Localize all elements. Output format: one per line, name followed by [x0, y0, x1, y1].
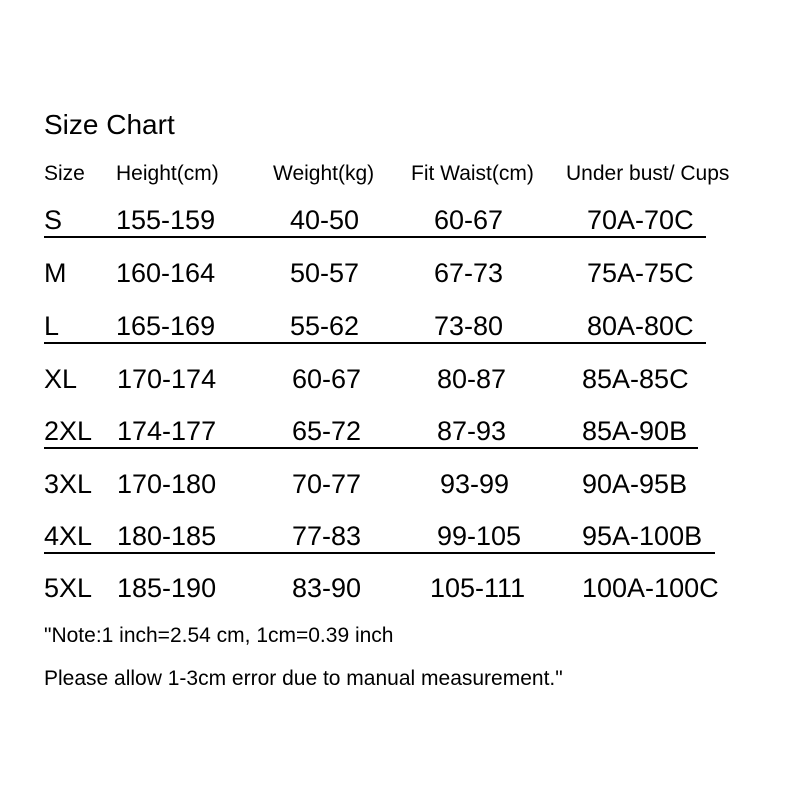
weight-cell: 70-77	[292, 469, 362, 499]
height-cell: 170-174	[117, 364, 217, 394]
weight-cell: 50-57	[290, 258, 360, 288]
table-row	[0, 411, 800, 451]
header-weight: Weight(kg)	[273, 162, 375, 185]
table-row	[0, 464, 800, 504]
conversion-note: "Note:1 inch=2.54 cm, 1cm=0.39 inch	[44, 624, 394, 647]
weight-cell: 55-62	[290, 311, 360, 341]
weight-cell: 40-50	[290, 205, 360, 235]
table-row	[0, 359, 800, 399]
table-row	[0, 253, 800, 293]
bust-cell: 75A-75C	[587, 258, 694, 288]
measurement-note: Please allow 1-3cm error due to manual measurement."	[44, 667, 563, 690]
header-size: Size	[44, 162, 85, 185]
height-cell: 174-177	[117, 416, 217, 446]
header-under-bust-cups: Under bust/ Cups	[566, 162, 730, 185]
weight-cell: 77-83	[292, 521, 362, 551]
bust-cell: 100A-100C	[582, 573, 719, 603]
height-cell: 170-180	[117, 469, 217, 499]
weight-cell: 60-67	[292, 364, 362, 394]
size-cell: 4XL	[44, 521, 93, 551]
bust-cell: 95A-100B	[582, 521, 703, 551]
waist-cell: 93-99	[440, 469, 510, 499]
bust-cell: 85A-90B	[582, 416, 688, 446]
header-height: Height(cm)	[116, 162, 219, 185]
weight-cell: 83-90	[292, 573, 362, 603]
row-underline	[44, 447, 698, 449]
size-cell: M	[44, 258, 67, 288]
waist-cell: 73-80	[434, 311, 504, 341]
row-underline	[44, 236, 706, 238]
size-cell: L	[44, 311, 60, 341]
size-cell: 3XL	[44, 469, 93, 499]
height-cell: 165-169	[116, 311, 216, 341]
bust-cell: 70A-70C	[587, 205, 694, 235]
size-cell: 2XL	[44, 416, 93, 446]
row-underline	[44, 342, 706, 344]
waist-cell: 99-105	[437, 521, 522, 551]
row-underline	[44, 552, 715, 554]
height-cell: 180-185	[117, 521, 217, 551]
height-cell: 185-190	[117, 573, 217, 603]
waist-cell: 60-67	[434, 205, 504, 235]
height-cell: 160-164	[116, 258, 216, 288]
waist-cell: 105-111	[430, 573, 526, 603]
waist-cell: 80-87	[437, 364, 507, 394]
bust-cell: 90A-95B	[582, 469, 688, 499]
table-row	[0, 568, 800, 608]
header-fit-waist: Fit Waist(cm)	[411, 162, 534, 185]
table-row	[0, 200, 800, 240]
table-row	[0, 306, 800, 346]
bust-cell: 80A-80C	[587, 311, 694, 341]
waist-cell: 67-73	[434, 258, 504, 288]
size-cell: 5XL	[44, 573, 93, 603]
weight-cell: 65-72	[292, 416, 362, 446]
size-cell: XL	[44, 364, 78, 394]
size-cell: S	[44, 205, 63, 235]
page-title: Size Chart	[44, 109, 175, 140]
waist-cell: 87-93	[437, 416, 507, 446]
bust-cell: 85A-85C	[582, 364, 689, 394]
table-row	[0, 516, 800, 556]
height-cell: 155-159	[116, 205, 216, 235]
